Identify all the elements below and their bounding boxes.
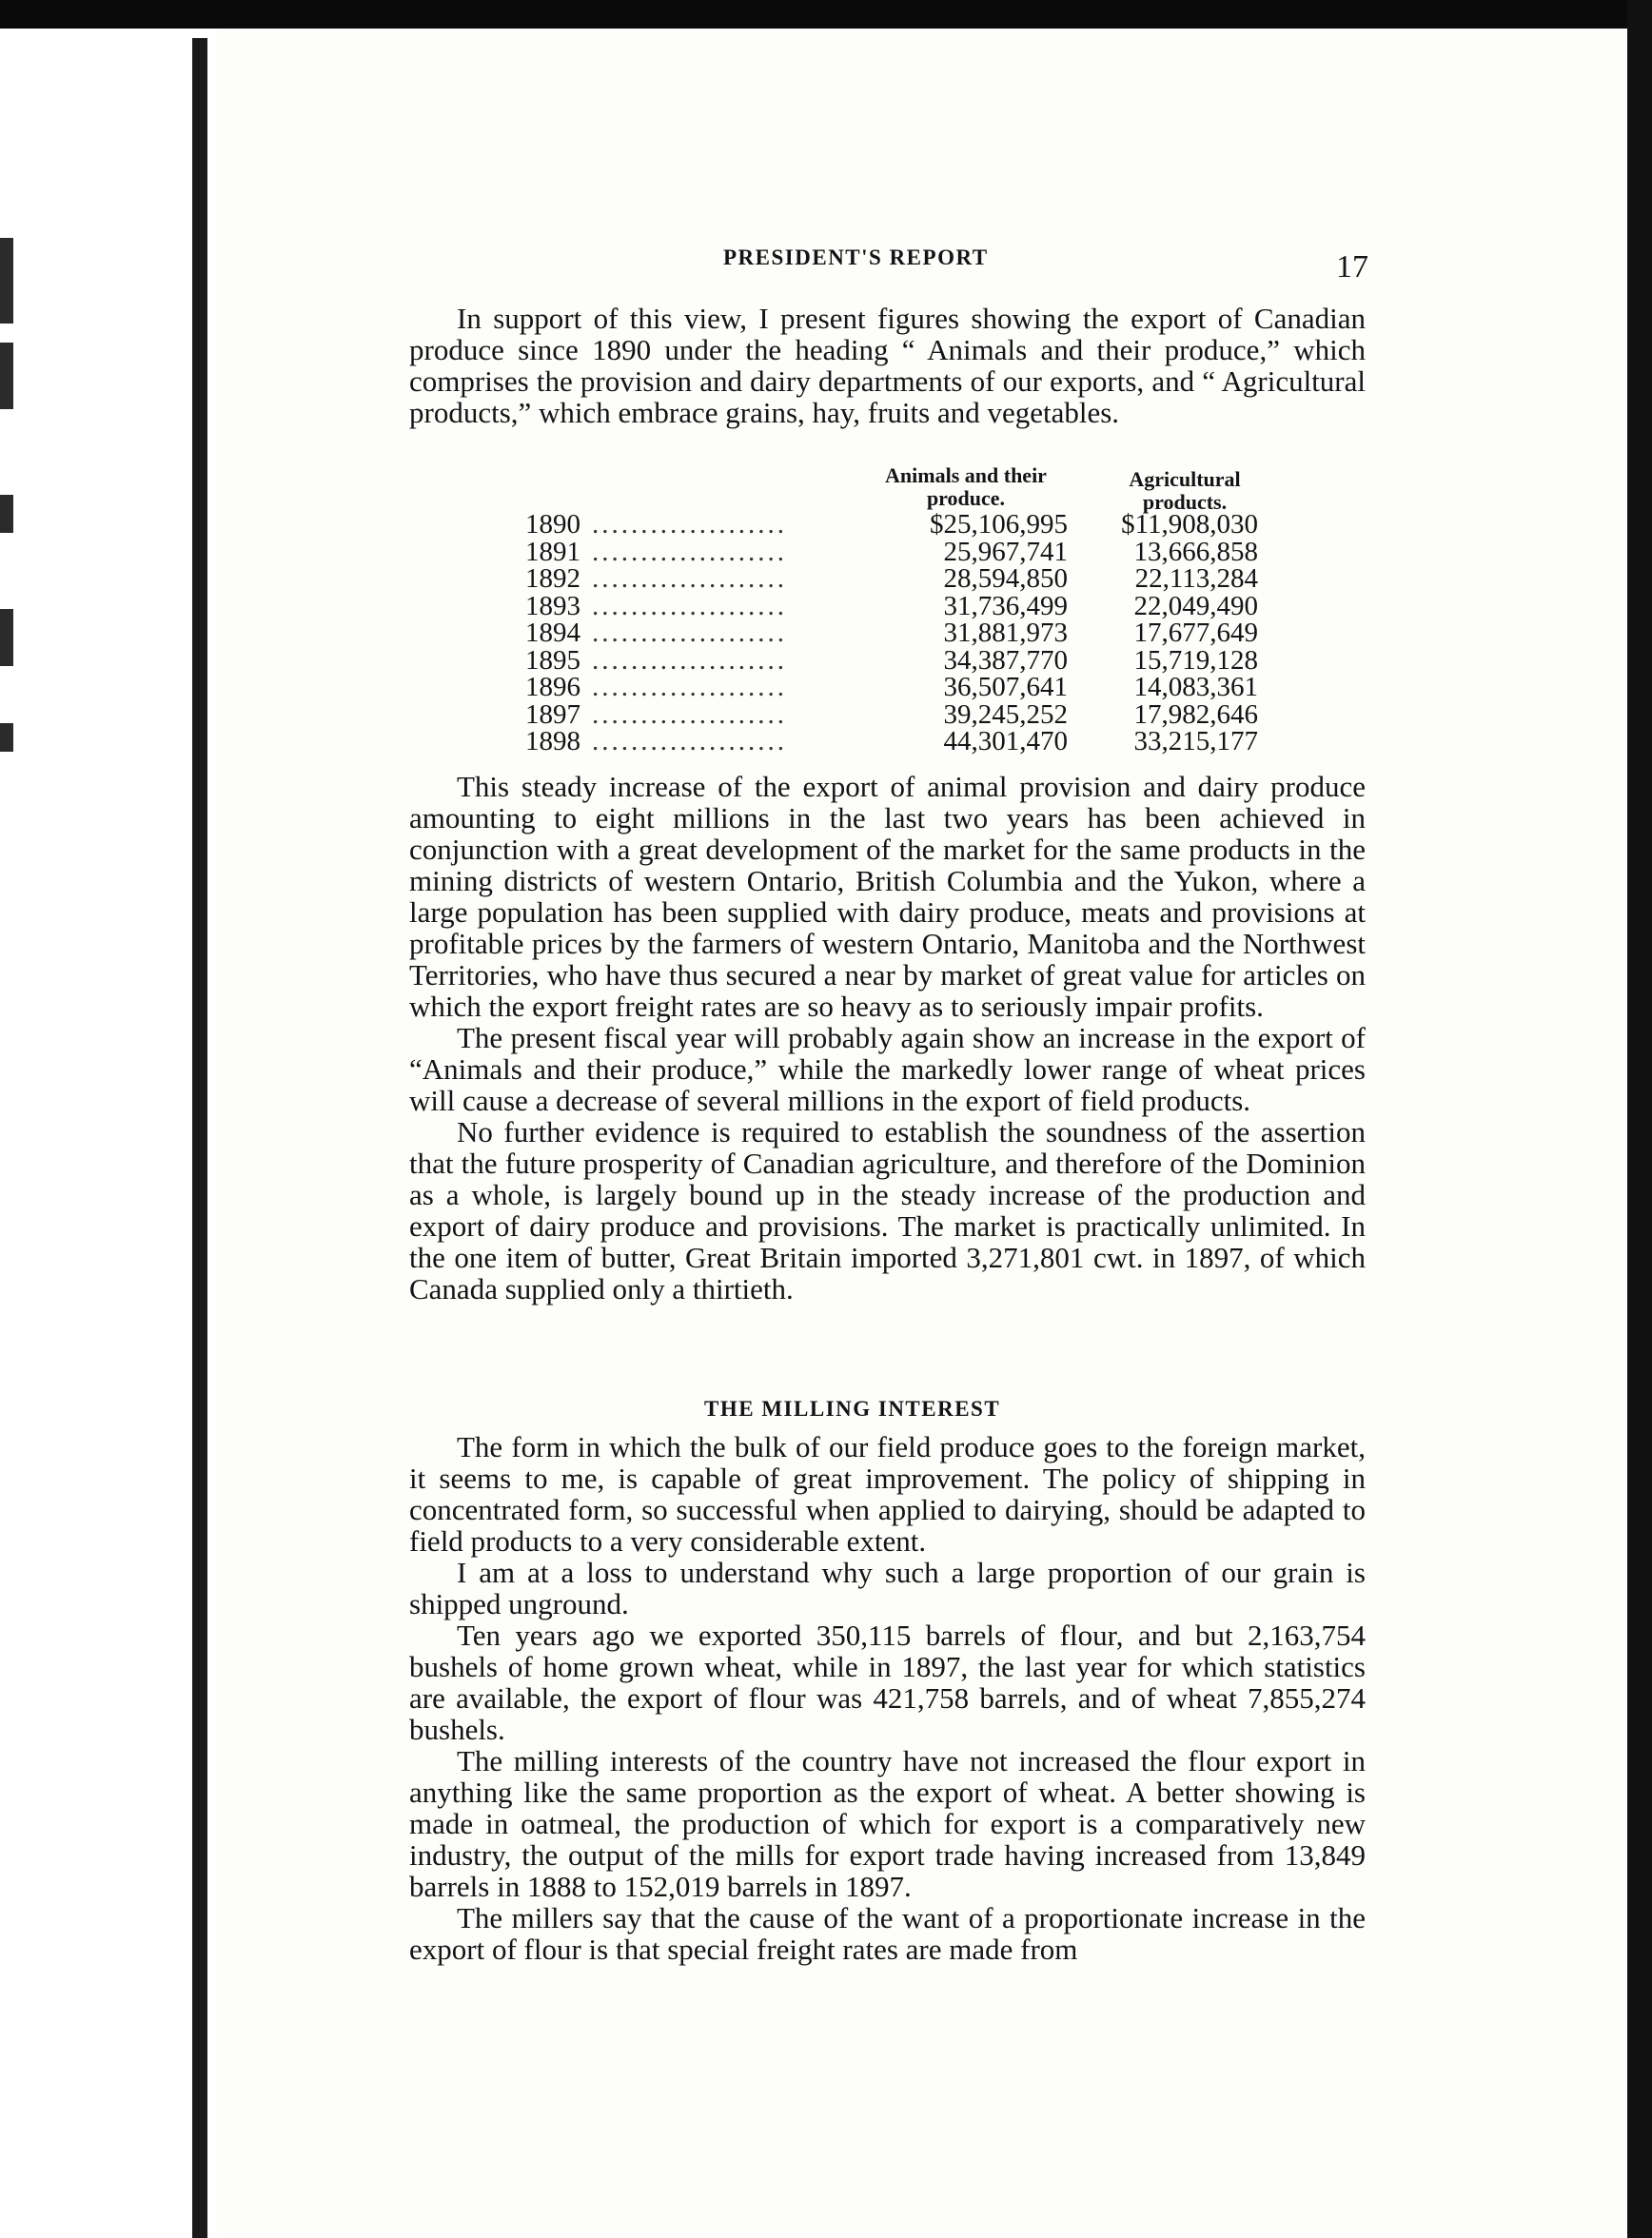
table-row — [525, 673, 1268, 701]
table-cell-year: 1892 — [525, 563, 580, 594]
facing-page-margin — [0, 29, 190, 2238]
table-cell-animals: 31,736,499 — [943, 590, 1068, 621]
table-leader-dots: .................... — [592, 618, 787, 648]
table-cell-year: 1896 — [525, 672, 580, 702]
table-leader-dots: .................... — [592, 672, 787, 702]
table-leader-dots: .................... — [592, 644, 787, 676]
table-cell-agricultural: 13,666,858 — [1133, 536, 1258, 567]
table-row — [525, 510, 1268, 539]
table-cell-animals: 39,245,252 — [943, 698, 1068, 730]
page-number: 17 — [1336, 249, 1368, 285]
table-cell-agricultural: 22,113,284 — [1134, 563, 1258, 594]
table-cell-animals: 25,967,741 — [943, 536, 1068, 567]
running-head: PRESIDENT'S REPORT — [723, 245, 989, 269]
table-row — [525, 538, 1268, 566]
scan-right-border — [1627, 0, 1652, 2238]
table-row — [525, 618, 1268, 647]
table-leader-dots: .................... — [592, 698, 787, 730]
table-cell-year: 1893 — [525, 590, 580, 621]
table-cell-agricultural: $11,908,030 — [1121, 509, 1258, 540]
table-row — [525, 592, 1268, 620]
table-leader-dots: .................... — [592, 726, 787, 756]
table-cell-animals: 44,301,470 — [943, 726, 1068, 756]
paragraph: In support of this view, I present figures showing the export of Canadian produce since 1890 under the heading “ Animals and their produce,” which comprises the provision and dairy departments of our exports, and “ Agricultural products,” which embrace grains, hay, fruits and vegetables. — [409, 302, 1366, 429]
table-cell-year: 1898 — [525, 726, 580, 756]
paragraph: The milling interests of the country have not increased the flour export in anything like the same proportion as the export of wheat. A better showing is made in oatmeal, the production of which for export is a comparatively new industry, the output of the mills for export trade having increased from 13,849 barrels in 1888 to 152,019 barrels in 1897. — [409, 1744, 1366, 1903]
table-cell-year: 1897 — [525, 698, 580, 730]
table-row — [525, 727, 1268, 756]
section-heading: THE MILLING INTEREST — [704, 1397, 1001, 1421]
table-cell-agricultural: 14,083,361 — [1133, 672, 1258, 702]
middle-block — [409, 771, 1366, 1305]
table-row — [525, 700, 1268, 729]
table-cell-animals: 36,507,641 — [943, 672, 1068, 702]
table-leader-dots: .................... — [592, 536, 787, 567]
table-cell-animals: $25,106,995 — [930, 509, 1068, 540]
table-cell-agricultural: 17,982,646 — [1133, 698, 1258, 730]
table-row — [525, 564, 1268, 593]
table-cell-animals: 28,594,850 — [943, 563, 1068, 594]
table-leader-dots: .................... — [592, 509, 787, 540]
intro-block — [409, 303, 1366, 428]
table-cell-animals: 31,881,973 — [943, 618, 1068, 648]
table-cell-year: 1891 — [525, 536, 580, 567]
paragraph: This steady increase of the export of animal provision and dairy produce amounting to eight millions in the last two years has been achieved in conjunction with a great development of the market for the same products in the mining districts of western Ontario, British Columbia and the Yukon, where a large population has been supplied with dairy produce, meats and provisions at profitable prices by the farmers of western Ontario, Manitoba and the Northwest Territories, who have thus secured a near by market of great value for articles on which the export freight rates are so heavy as to seriously impair profits. — [409, 770, 1366, 1023]
paragraph: I am at a loss to understand why such a large proportion of our grain is shipped unground. — [409, 1556, 1366, 1620]
table-cell-year: 1895 — [525, 644, 580, 676]
table-leader-dots: .................... — [592, 563, 787, 594]
table-cell-animals: 34,387,770 — [943, 644, 1068, 676]
table-cell-agricultural: 17,677,649 — [1133, 618, 1258, 648]
table-column-header-agricultural: Agricultural products. — [1129, 467, 1241, 514]
page-gutter-shadow — [192, 38, 207, 2238]
table-cell-year: 1894 — [525, 618, 580, 648]
table-column-header-animals: Animals and their produce. — [885, 463, 1047, 510]
table-cell-year: 1890 — [525, 509, 580, 540]
paragraph: Ten years ago we exported 350,115 barrels of flour, and but 2,163,754 bushels of home grown wheat, while in 1897, the last year for which statistics are available, the export of flour was 421,758 barrels, and of wheat 7,855,274 bushels. — [409, 1619, 1366, 1746]
paragraph: The millers say that the cause of the want of a proportionate increase in the export of flour is that special freight rates are made from — [409, 1901, 1366, 1966]
scan-top-border — [0, 0, 1652, 29]
table-leader-dots: .................... — [592, 590, 787, 621]
paragraph: No further evidence is required to establish the soundness of the assertion that the future prosperity of Canadian agriculture, and therefore of the Dominion as a whole, is largely bound up in the steady increase of the production and export of dairy produce and provisions. The market is practically unlimited. In the one item of butter, Great Britain imported 3,271,801 cwt. in 1897, of which Canada supplied only a thirtieth. — [409, 1115, 1366, 1306]
table-row — [525, 646, 1268, 675]
paragraph: The present fiscal year will probably again show an increase in the export of “Animals and their produce,” while the markedly lower range of wheat prices will cause a decrease of several millions in the export of field products. — [409, 1021, 1366, 1117]
table-cell-agricultural: 22,049,490 — [1133, 590, 1258, 621]
table-cell-agricultural: 33,215,177 — [1133, 726, 1258, 756]
paragraph: The form in which the bulk of our field produce goes to the foreign market, it seems to me, is capable of great improvement. The policy of shipping in concentrated form, so successful when applied to dairying, should be adapted to field products to a very considerable extent. — [409, 1430, 1366, 1558]
milling-block — [409, 1431, 1366, 1965]
table-cell-agricultural: 15,719,128 — [1133, 644, 1258, 676]
